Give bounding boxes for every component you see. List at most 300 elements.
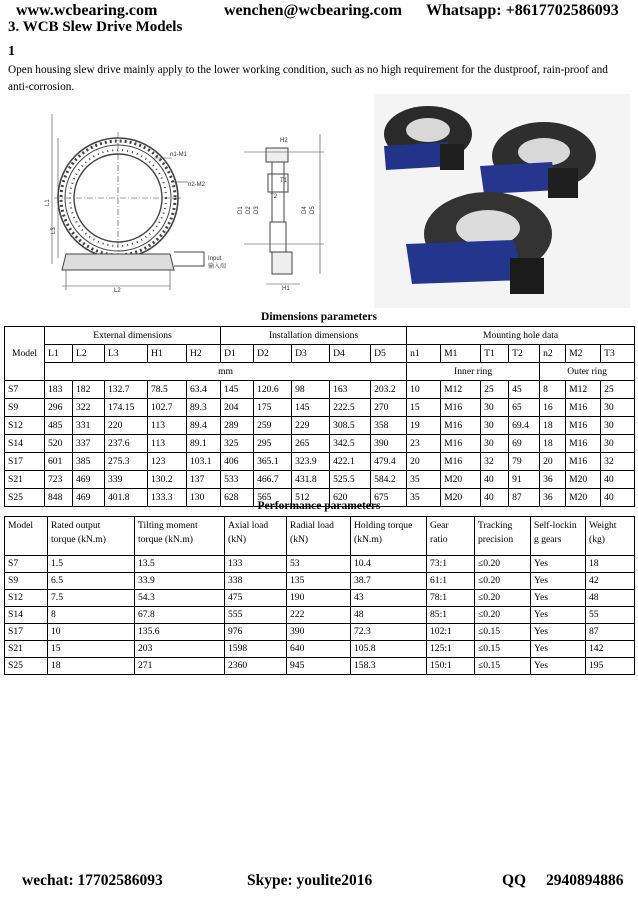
table-cell: 150:1 — [427, 658, 475, 675]
table-cell: 23 — [407, 435, 441, 453]
performance-title: Performance parameters — [257, 500, 381, 512]
unit-mm: mm — [45, 363, 407, 381]
table-cell: 36 — [540, 489, 566, 507]
table-cell: 145 — [292, 399, 330, 417]
table-cell: 222 — [287, 607, 351, 624]
label-d3: D3 — [254, 206, 260, 214]
header-line: (kg) — [589, 534, 605, 545]
table-cell: 265 — [292, 435, 330, 453]
header-line: Rated output — [51, 520, 101, 531]
table-cell: 325 — [221, 435, 254, 453]
header-line: torque (kN.m) — [138, 534, 193, 545]
model-cell: S12 — [5, 417, 45, 435]
table-cell: 512 — [292, 489, 330, 507]
model-cell: S21 — [5, 471, 45, 489]
dimensions-col-n2: n2 — [540, 345, 566, 363]
table-cell: 137 — [187, 471, 221, 489]
table-cell: 628 — [221, 489, 254, 507]
label-l1: L1 — [45, 199, 51, 206]
table-cell: M16 — [441, 399, 481, 417]
table-cell: 38.7 — [351, 573, 427, 590]
table-cell: 331 — [73, 417, 105, 435]
table-cell: 123 — [148, 453, 187, 471]
header-line: Radial load — [290, 520, 334, 531]
table-cell: M12 — [566, 381, 601, 399]
dimensions-col-d4: D4 — [330, 345, 371, 363]
table-cell: 30 — [601, 435, 635, 453]
table-cell: 89.3 — [187, 399, 221, 417]
table-cell: 30 — [481, 417, 509, 435]
table-cell: 120.6 — [254, 381, 292, 399]
table-cell: 20 — [540, 453, 566, 471]
dimensions-col-m1: M1 — [441, 345, 481, 363]
table-cell: 20 — [407, 453, 441, 471]
dimensions-col-d2: D2 — [254, 345, 292, 363]
table-cell: 19 — [407, 417, 441, 435]
table-cell: 10.4 — [351, 556, 427, 573]
label-d5: D5 — [310, 206, 316, 214]
table-row — [5, 471, 635, 489]
table-row — [5, 573, 635, 590]
table-cell: 135.6 — [135, 624, 225, 641]
performance-header-cell — [48, 517, 135, 556]
table-cell: 89.4 — [187, 417, 221, 435]
table-cell: 40 — [601, 471, 635, 489]
table-cell: ≤0.20 — [475, 556, 531, 573]
table-cell: 48 — [586, 590, 635, 607]
table-cell: Yes — [531, 590, 586, 607]
table-cell: 45 — [509, 381, 540, 399]
table-cell: 203.2 — [371, 381, 407, 399]
model-cell: S17 — [5, 624, 48, 641]
table-cell: 53 — [287, 556, 351, 573]
section-number: 1 — [8, 44, 15, 59]
model-cell: S21 — [5, 641, 48, 658]
table-cell: M20 — [441, 489, 481, 507]
table-cell: 133.3 — [148, 489, 187, 507]
table-cell: 36 — [540, 471, 566, 489]
header-line: Tracking — [478, 520, 513, 531]
dimensions-unit-row — [5, 363, 635, 381]
table-cell: 30 — [481, 435, 509, 453]
table-cell: 42 — [586, 573, 635, 590]
table-cell: 296 — [45, 399, 73, 417]
performance-header-cell — [135, 517, 225, 556]
table-cell: 289 — [221, 417, 254, 435]
table-cell: 275.3 — [105, 453, 148, 471]
table-cell: 103.1 — [187, 453, 221, 471]
dimensions-col-n1: n1 — [407, 345, 441, 363]
dimensions-col-t2: T2 — [509, 345, 540, 363]
table-cell: 102:1 — [427, 624, 475, 641]
table-cell: 30 — [601, 417, 635, 435]
table-cell: 130 — [187, 489, 221, 507]
dimensions-table — [4, 326, 635, 507]
table-cell: 73:1 — [427, 556, 475, 573]
section-description: Open housing slew drive mainly apply to the lower working condition, such as no high requirement for the dustproof, rain-proof and anti-corrosion. — [8, 64, 608, 93]
table-cell: 308.5 — [330, 417, 371, 435]
table-cell: 25 — [601, 381, 635, 399]
header-whatsapp: Whatsapp: +8617702586093 — [426, 2, 619, 19]
model-cell: S7 — [5, 381, 45, 399]
table-cell: ≤0.20 — [475, 607, 531, 624]
table-row — [5, 658, 635, 675]
model-cell: S17 — [5, 453, 45, 471]
table-cell: M16 — [566, 435, 601, 453]
label-t1: T1 — [280, 178, 288, 184]
table-cell: 338 — [225, 573, 287, 590]
model-cell: S9 — [5, 399, 45, 417]
table-cell: 132.7 — [105, 381, 148, 399]
table-cell: 113 — [148, 435, 187, 453]
table-cell: 584.2 — [371, 471, 407, 489]
label-h2: H2 — [280, 138, 288, 144]
table-cell: 105.8 — [351, 641, 427, 658]
model-cell: S12 — [5, 590, 48, 607]
model-cell: S14 — [5, 607, 48, 624]
label-l2: L2 — [114, 288, 121, 294]
table-cell: M20 — [566, 489, 601, 507]
table-cell: ≤0.15 — [475, 624, 531, 641]
table-cell: 8 — [48, 607, 135, 624]
label-l3: L3 — [51, 227, 57, 234]
dimensions-col-d3: D3 — [292, 345, 330, 363]
model-cell: S25 — [5, 489, 45, 507]
header-line: g gears — [534, 534, 562, 545]
label-d2: D2 — [246, 206, 252, 214]
table-cell: 18 — [586, 556, 635, 573]
header-line: precision — [478, 534, 514, 545]
performance-header-cell — [225, 517, 287, 556]
table-cell: 390 — [371, 435, 407, 453]
table-cell: 271 — [135, 658, 225, 675]
table-cell: M16 — [441, 417, 481, 435]
table-cell: 30 — [481, 399, 509, 417]
table-cell: 469 — [73, 489, 105, 507]
label-t2: T2 — [270, 194, 278, 200]
table-cell: 401.8 — [105, 489, 148, 507]
label-d1: D1 — [238, 206, 244, 214]
table-cell: 342.5 — [330, 435, 371, 453]
table-row — [5, 590, 635, 607]
header-line: Self-lockin — [534, 520, 577, 531]
table-cell: 601 — [45, 453, 73, 471]
table-row — [5, 381, 635, 399]
table-row — [5, 435, 635, 453]
table-cell: 125:1 — [427, 641, 475, 658]
table-cell: 10 — [48, 624, 135, 641]
table-cell: 848 — [45, 489, 73, 507]
performance-header-cell — [287, 517, 351, 556]
table-cell: 35 — [407, 471, 441, 489]
header-line: Tilting moment — [138, 520, 198, 531]
table-cell: M20 — [566, 471, 601, 489]
header-line: (kN) — [290, 534, 309, 545]
dimensions-col-l1: L1 — [45, 345, 73, 363]
header-line: (kN) — [228, 534, 247, 545]
table-cell: Yes — [531, 607, 586, 624]
table-cell: 520 — [45, 435, 73, 453]
table-cell: 406 — [221, 453, 254, 471]
table-cell: 675 — [371, 489, 407, 507]
label-n1-m1: n1-M1 — [170, 152, 188, 158]
table-cell: 6.5 — [48, 573, 135, 590]
table-cell: 220 — [105, 417, 148, 435]
table-cell: 475 — [225, 590, 287, 607]
table-cell: 158.3 — [351, 658, 427, 675]
installation-dimensions-header: Installation dimensions — [221, 327, 407, 345]
table-cell: 30 — [601, 399, 635, 417]
footer-qq-number: 2940894886 — [546, 872, 624, 889]
table-cell: 48 — [351, 607, 427, 624]
table-cell: 98 — [292, 381, 330, 399]
table-cell: M16 — [566, 417, 601, 435]
table-cell: 69 — [509, 435, 540, 453]
product-figure — [4, 94, 630, 308]
header-line: torque (kN.m) — [51, 534, 106, 545]
table-cell: Yes — [531, 556, 586, 573]
dimensions-model-header: Model — [5, 327, 45, 381]
header-line: Model — [8, 520, 34, 531]
table-cell: Yes — [531, 641, 586, 658]
table-cell: 35 — [407, 489, 441, 507]
table-cell: 295 — [254, 435, 292, 453]
label-input: Input — [208, 256, 222, 262]
table-cell: 16 — [540, 399, 566, 417]
table-cell: 555 — [225, 607, 287, 624]
table-cell: 15 — [48, 641, 135, 658]
header-line: Weight — [589, 520, 617, 531]
table-cell: 40 — [481, 471, 509, 489]
table-cell: ≤0.20 — [475, 590, 531, 607]
table-cell: 40 — [481, 489, 509, 507]
table-cell: 203 — [135, 641, 225, 658]
table-cell: 32 — [481, 453, 509, 471]
table-cell: 339 — [105, 471, 148, 489]
model-cell: S25 — [5, 658, 48, 675]
table-cell: 479.4 — [371, 453, 407, 471]
table-cell: 163 — [330, 381, 371, 399]
table-cell: 259 — [254, 417, 292, 435]
table-cell: 237.6 — [105, 435, 148, 453]
table-row — [5, 607, 635, 624]
table-cell: 7.5 — [48, 590, 135, 607]
table-cell: 525.5 — [330, 471, 371, 489]
footer-skype: Skype: youlite2016 — [247, 872, 373, 889]
table-cell: 145 — [221, 381, 254, 399]
table-row — [5, 453, 635, 471]
table-cell: 466.7 — [254, 471, 292, 489]
table-row — [5, 556, 635, 573]
table-cell: 485 — [45, 417, 73, 435]
table-cell: 61:1 — [427, 573, 475, 590]
table-cell: 63.4 — [187, 381, 221, 399]
dimensions-col-d1: D1 — [221, 345, 254, 363]
performance-header-cell — [5, 517, 48, 556]
header-line: (kN.m) — [354, 534, 382, 545]
table-cell: 533 — [221, 471, 254, 489]
table-cell: ≤0.20 — [475, 573, 531, 590]
header-line: Gear — [430, 520, 449, 531]
table-cell: M16 — [441, 453, 481, 471]
table-cell: 620 — [330, 489, 371, 507]
label-d4: D4 — [302, 206, 308, 214]
table-cell: 390 — [287, 624, 351, 641]
table-cell: 142 — [586, 641, 635, 658]
table-cell: 78:1 — [427, 590, 475, 607]
external-dimensions-header: External dimensions — [45, 327, 221, 345]
performance-table — [4, 516, 635, 675]
page-header — [0, 2, 638, 20]
table-cell: 65 — [509, 399, 540, 417]
table-cell: 69.4 — [509, 417, 540, 435]
table-cell: 18 — [48, 658, 135, 675]
table-cell: 85:1 — [427, 607, 475, 624]
performance-header-row — [5, 517, 635, 556]
dimensions-col-t3: T3 — [601, 345, 635, 363]
table-row — [5, 399, 635, 417]
table-cell: 113 — [148, 417, 187, 435]
table-row — [5, 641, 635, 658]
dimensions-col-t1: T1 — [481, 345, 509, 363]
table-cell: 1598 — [225, 641, 287, 658]
model-cell: S7 — [5, 556, 48, 573]
table-cell: 322 — [73, 399, 105, 417]
table-cell: 54.3 — [135, 590, 225, 607]
table-cell: 87 — [509, 489, 540, 507]
dimensions-group-row — [5, 327, 635, 345]
performance-header-cell — [427, 517, 475, 556]
table-row — [5, 624, 635, 641]
table-cell: M16 — [566, 399, 601, 417]
footer-qq-label: QQ — [502, 872, 527, 889]
table-cell: 40 — [601, 489, 635, 507]
dimensions-col-h2: H2 — [187, 345, 221, 363]
label-input-cn: 输入端 — [208, 264, 227, 270]
table-cell: 87 — [586, 624, 635, 641]
dimensions-column-row — [5, 345, 635, 363]
table-cell: 640 — [287, 641, 351, 658]
table-cell: 358 — [371, 417, 407, 435]
mounting-hole-header: Mounting hole data — [407, 327, 635, 345]
performance-body — [5, 556, 635, 675]
table-cell: M16 — [566, 453, 601, 471]
performance-header-cell — [586, 517, 635, 556]
table-cell: 15 — [407, 399, 441, 417]
table-cell: 195 — [586, 658, 635, 675]
table-cell: 2360 — [225, 658, 287, 675]
table-cell: 33.9 — [135, 573, 225, 590]
table-cell: M12 — [441, 381, 481, 399]
table-cell: 55 — [586, 607, 635, 624]
table-cell: 365.1 — [254, 453, 292, 471]
table-cell: 323.9 — [292, 453, 330, 471]
table-cell: 723 — [45, 471, 73, 489]
model-cell: S14 — [5, 435, 45, 453]
table-cell: 182 — [73, 381, 105, 399]
table-cell: 79 — [509, 453, 540, 471]
header-line: ratio — [430, 534, 448, 545]
header-line: Holding torque — [354, 520, 413, 531]
table-cell: 222.5 — [330, 399, 371, 417]
dimensions-col-d5: D5 — [371, 345, 407, 363]
table-cell: M16 — [441, 435, 481, 453]
dimensions-col-m2: M2 — [566, 345, 601, 363]
dimensions-col-l2: L2 — [73, 345, 105, 363]
table-cell: ≤0.15 — [475, 658, 531, 675]
model-cell: S9 — [5, 573, 48, 590]
table-cell: 32 — [601, 453, 635, 471]
table-cell: 72.3 — [351, 624, 427, 641]
table-cell: ≤0.15 — [475, 641, 531, 658]
table-cell: 565 — [254, 489, 292, 507]
table-cell: Yes — [531, 624, 586, 641]
table-cell: 89.1 — [187, 435, 221, 453]
performance-header-cell — [475, 517, 531, 556]
performance-header-cell — [531, 517, 586, 556]
table-cell: 130.2 — [148, 471, 187, 489]
table-cell: 13.5 — [135, 556, 225, 573]
header-website: www.wcbearing.com — [16, 2, 158, 19]
outer-ring-header: Outer ring — [540, 363, 635, 381]
table-cell: 190 — [287, 590, 351, 607]
front-view-drawing — [52, 114, 204, 290]
dimensions-title: Dimensions parameters — [261, 311, 377, 323]
dimensions-col-l3: L3 — [105, 345, 148, 363]
table-cell: 976 — [225, 624, 287, 641]
table-cell: 175 — [254, 399, 292, 417]
table-cell: 229 — [292, 417, 330, 435]
table-cell: 102.7 — [148, 399, 187, 417]
table-cell: 67.8 — [135, 607, 225, 624]
footer-wechat: wechat: 17702586093 — [22, 872, 163, 889]
header-line: Axial load — [228, 520, 269, 531]
table-cell: 204 — [221, 399, 254, 417]
table-cell: 91 — [509, 471, 540, 489]
table-cell: Yes — [531, 658, 586, 675]
table-cell: 18 — [540, 417, 566, 435]
table-cell: 945 — [287, 658, 351, 675]
table-cell: 337 — [73, 435, 105, 453]
table-cell: 25 — [481, 381, 509, 399]
table-cell: 270 — [371, 399, 407, 417]
table-cell: 431.8 — [292, 471, 330, 489]
label-h1: H1 — [282, 286, 290, 292]
label-n2-m2: n2-M2 — [188, 182, 206, 188]
table-cell: 8 — [540, 381, 566, 399]
table-cell: 174.15 — [105, 399, 148, 417]
table-cell: 183 — [45, 381, 73, 399]
section-title: 3. WCB Slew Drive Models — [8, 19, 183, 35]
technical-drawing — [4, 94, 630, 308]
table-row — [5, 417, 635, 435]
dimensions-col-h1: H1 — [148, 345, 187, 363]
table-cell: 78.5 — [148, 381, 187, 399]
performance-header-cell — [351, 517, 427, 556]
slew-drive-photo — [374, 94, 630, 308]
table-cell: 469 — [73, 471, 105, 489]
table-cell: 422.1 — [330, 453, 371, 471]
dimensions-body — [5, 381, 635, 507]
table-cell: 133 — [225, 556, 287, 573]
table-cell: 135 — [287, 573, 351, 590]
page-footer — [0, 872, 638, 892]
table-cell: 385 — [73, 453, 105, 471]
table-cell: M20 — [441, 471, 481, 489]
table-cell: 18 — [540, 435, 566, 453]
header-email: wenchen@wcbearing.com — [224, 2, 402, 19]
table-cell: 10 — [407, 381, 441, 399]
